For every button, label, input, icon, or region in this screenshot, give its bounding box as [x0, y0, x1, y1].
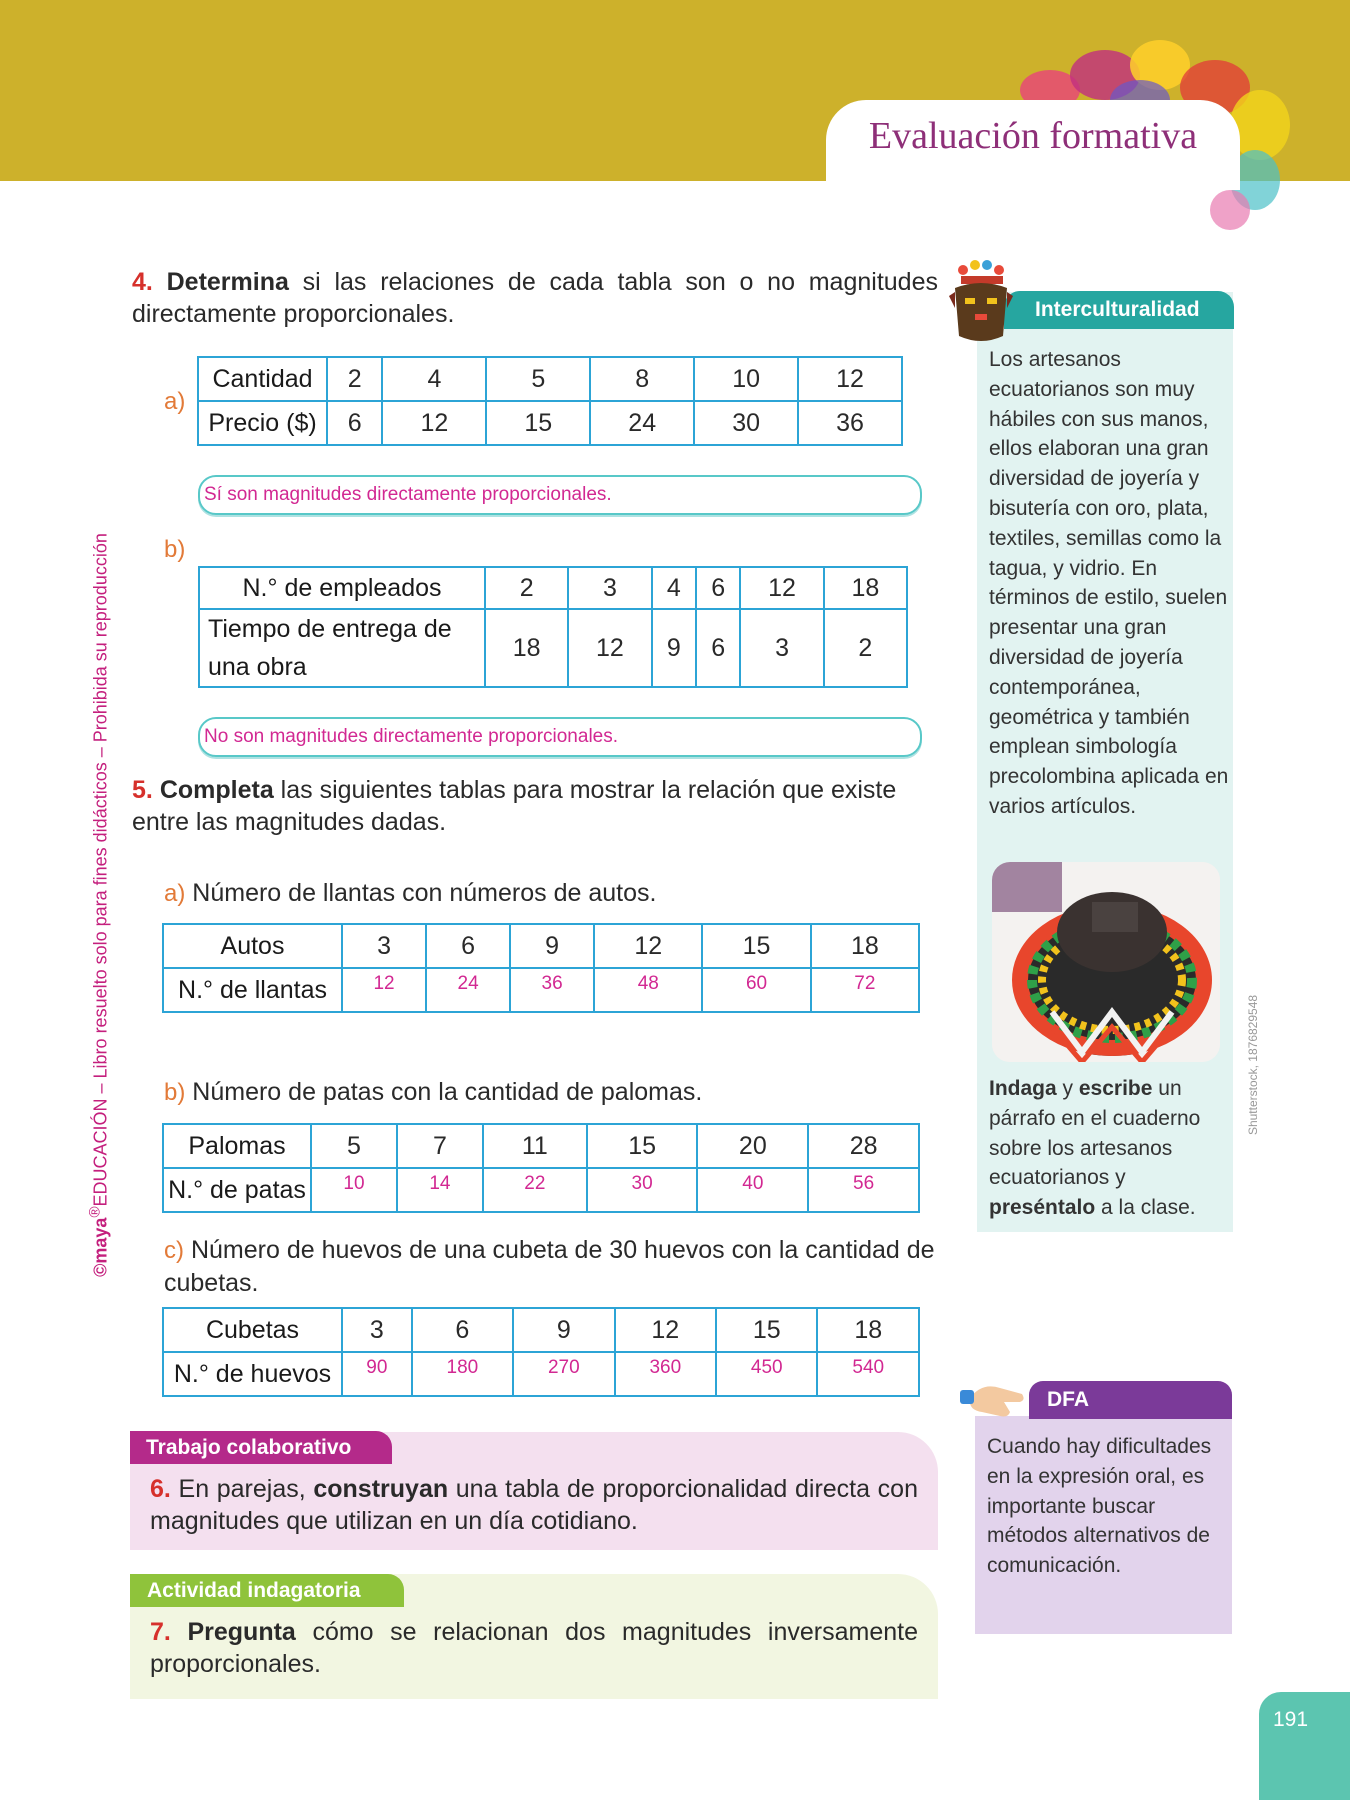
subitem-label: a) — [164, 880, 186, 907]
interculturalidad-text: Los artesanos ecuatorianos son muy hábiles con sus manos, ellos elaboran una gran diversidad de joyería y bisutería con oro, plata, textiles, semillas como la tagua, y vidrio. En términos de estilo, suelen presentar una gran diversidad de joyería contemporánea, geométrica y también emplean simbología precolombina aplicada en varios artículos. — [989, 348, 1229, 818]
table-cell: 6 — [426, 924, 510, 968]
question-text: cómo se relacionan dos magnitudes inversamente proporcionales. — [150, 1618, 918, 1678]
answer-cell: 450 — [716, 1352, 817, 1396]
inquiry-activity-label — [130, 1574, 404, 1607]
row-header: Autos — [163, 924, 342, 968]
photo-credit — [1245, 994, 1261, 1136]
question-number: 5. — [132, 776, 153, 804]
mask-icon — [945, 256, 1017, 344]
answer-cell: 72 — [811, 968, 919, 1012]
task-keyword: Indaga — [989, 1077, 1057, 1100]
answer-cell: 36 — [510, 968, 594, 1012]
table-cell: 3 — [740, 609, 823, 687]
row-header-line: una obra — [208, 653, 307, 681]
table-cell: 28 — [808, 1124, 919, 1168]
panel-title: Interculturalidad — [1035, 298, 1200, 321]
answer-text: No son magnitudes directamente proporcionales. — [204, 726, 619, 747]
question-keyword: Pregunta — [187, 1618, 296, 1646]
brand-name: ©maya — [90, 1217, 111, 1277]
table-cell: 18 — [811, 924, 919, 968]
row-header: N.° de llantas — [163, 968, 342, 1012]
question-4 — [132, 266, 938, 330]
subitem-label: b) — [164, 1079, 186, 1106]
page-number-tab — [1259, 1692, 1350, 1800]
caption-text: Número de llantas con números de autos. — [192, 879, 657, 907]
answer-cell: 270 — [513, 1352, 614, 1396]
table-cell: 18 — [485, 609, 568, 687]
table-cell: 2 — [485, 567, 568, 609]
table-cell: 15 — [486, 401, 590, 445]
answer-cell: 90 — [342, 1352, 412, 1396]
caption-text: Número de patas con la cantidad de palomas. — [192, 1078, 703, 1106]
table-cell: 7 — [397, 1124, 483, 1168]
answer-cell: 540 — [817, 1352, 919, 1396]
question-keyword: Determina — [166, 268, 289, 296]
collaborative-work-label — [130, 1431, 392, 1464]
table-cell: 4 — [382, 357, 486, 401]
table-cell: 2 — [824, 609, 907, 687]
table-cell: 10 — [694, 357, 798, 401]
table-cell: 5 — [486, 357, 590, 401]
table-cell: 15 — [587, 1124, 698, 1168]
interculturalidad-header — [1004, 291, 1234, 329]
answer-cell: 40 — [697, 1168, 808, 1212]
table-cell: 4 — [652, 567, 696, 609]
subitem-label: a) — [164, 388, 186, 415]
task-keyword: preséntalo — [989, 1196, 1096, 1220]
answer-cell: 22 — [483, 1168, 587, 1212]
subitem-caption — [164, 1076, 944, 1109]
table-cell: 20 — [697, 1124, 808, 1168]
answer-cell: 48 — [594, 968, 702, 1012]
table-cell: 18 — [817, 1308, 919, 1352]
table-cell: 12 — [798, 357, 902, 401]
label-text: Actividad indagatoria — [147, 1579, 361, 1602]
task-text: un párrafo en el cuaderno sobre los artesanos ecuatorianos y — [989, 1077, 1201, 1190]
interculturalidad-task — [989, 1074, 1229, 1223]
task-text: a la clase. — [1101, 1196, 1196, 1220]
answer-box — [198, 475, 922, 515]
table-cell: 12 — [740, 567, 823, 609]
table-cell: 15 — [702, 924, 810, 968]
table-autos-llantas — [162, 923, 920, 1013]
table-cell: 30 — [694, 401, 798, 445]
answer-cell: 56 — [808, 1168, 919, 1212]
table-cell: 12 — [615, 1308, 716, 1352]
table-cell: 6 — [412, 1308, 513, 1352]
registered-mark: ® — [86, 1206, 104, 1218]
answer-cell: 360 — [615, 1352, 716, 1396]
table-cell: 5 — [311, 1124, 397, 1168]
credit-text: Shutterstock, 1876829548 — [1246, 994, 1260, 1136]
table-cell: 12 — [594, 924, 702, 968]
table-palomas-patas — [162, 1123, 920, 1213]
dfa-text: Cuando hay dificultades en la expresión oral, es importante buscar métodos alternativos de comunicación. — [987, 1435, 1212, 1578]
question-number: 6. — [150, 1475, 171, 1503]
question-keyword: Completa — [159, 776, 274, 804]
row-header: Palomas — [163, 1124, 311, 1168]
answer-cell: 30 — [587, 1168, 698, 1212]
question-6 — [150, 1473, 918, 1537]
task-keyword: escribe — [1078, 1077, 1153, 1100]
page-number: 191 — [1273, 1708, 1309, 1731]
task-text: y — [1062, 1077, 1074, 1100]
beaded-necklace-photo — [992, 862, 1220, 1062]
subitem-caption — [164, 877, 944, 910]
question-7 — [150, 1616, 918, 1680]
row-header: N.° de huevos — [163, 1352, 342, 1396]
row-header: Cantidad — [198, 357, 327, 401]
answer-cell: 24 — [426, 968, 510, 1012]
answer-cell: 10 — [311, 1168, 397, 1212]
answer-text: Sí son magnitudes directamente proporcionales. — [204, 484, 612, 505]
table-cubetas-huevos — [162, 1307, 920, 1397]
table-cell: 3 — [342, 924, 426, 968]
table-cell: 12 — [382, 401, 486, 445]
table-cell: 18 — [824, 567, 907, 609]
table-empleados-tiempo — [198, 566, 908, 688]
row-header — [199, 609, 485, 687]
answer-box — [198, 717, 922, 757]
table-cantidad-precio — [197, 356, 903, 446]
table-cell: 12 — [568, 609, 651, 687]
answer-cell: 12 — [342, 968, 426, 1012]
hand-icon — [960, 1372, 1030, 1424]
copyright-text: EDUCACIÓN – Libro resuelto solo para fines didácticos – Prohibida su reproducción — [90, 533, 111, 1207]
table-cell: 2 — [327, 357, 382, 401]
table-cell: 24 — [590, 401, 694, 445]
table-cell: 9 — [513, 1308, 614, 1352]
page-title: Evaluación formativa — [868, 115, 1198, 157]
panel-title: DFA — [1047, 1388, 1089, 1411]
table-cell: 6 — [327, 401, 382, 445]
caption-text: Número de huevos de una cubeta de 30 huevos con la cantidad de cubetas. — [164, 1236, 935, 1297]
row-header-line: Tiempo de entrega de — [208, 615, 452, 643]
question-text: si las relaciones de cada tabla son o no magnitudes directamente proporcionales. — [132, 268, 938, 328]
row-header: Precio ($) — [198, 401, 327, 445]
table-cell: 9 — [652, 609, 696, 687]
row-header: N.° de empleados — [199, 567, 485, 609]
answer-cell: 14 — [397, 1168, 483, 1212]
label-text: Trabajo colaborativo — [146, 1436, 352, 1459]
table-cell: 11 — [483, 1124, 587, 1168]
table-cell: 3 — [342, 1308, 412, 1352]
row-header: N.° de patas — [163, 1168, 311, 1212]
question-number: 4. — [132, 268, 153, 296]
copyright-side-text — [84, 480, 114, 1330]
dfa-header — [1029, 1381, 1232, 1419]
question-number: 7. — [150, 1618, 171, 1646]
question-text: una tabla de proporcionalidad directa con magnitudes que utilizan en un día cotidiano. — [150, 1475, 918, 1535]
row-header: Cubetas — [163, 1308, 342, 1352]
question-5 — [132, 774, 942, 838]
table-cell: 3 — [568, 567, 651, 609]
table-cell: 8 — [590, 357, 694, 401]
table-cell: 36 — [798, 401, 902, 445]
question-text-pre: En parejas, — [178, 1475, 306, 1503]
question-keyword: construyan — [313, 1475, 449, 1503]
table-cell: 15 — [716, 1308, 817, 1352]
table-cell: 6 — [696, 609, 740, 687]
subitem-label: b) — [164, 536, 186, 563]
subitem-label: c) — [164, 1237, 184, 1264]
answer-cell: 60 — [702, 968, 810, 1012]
subitem-caption — [164, 1234, 944, 1299]
question-text: las siguientes tablas para mostrar la relación que existe entre las magnitudes dadas. — [132, 776, 897, 836]
table-cell: 6 — [696, 567, 740, 609]
answer-cell: 180 — [412, 1352, 513, 1396]
table-cell: 9 — [510, 924, 594, 968]
